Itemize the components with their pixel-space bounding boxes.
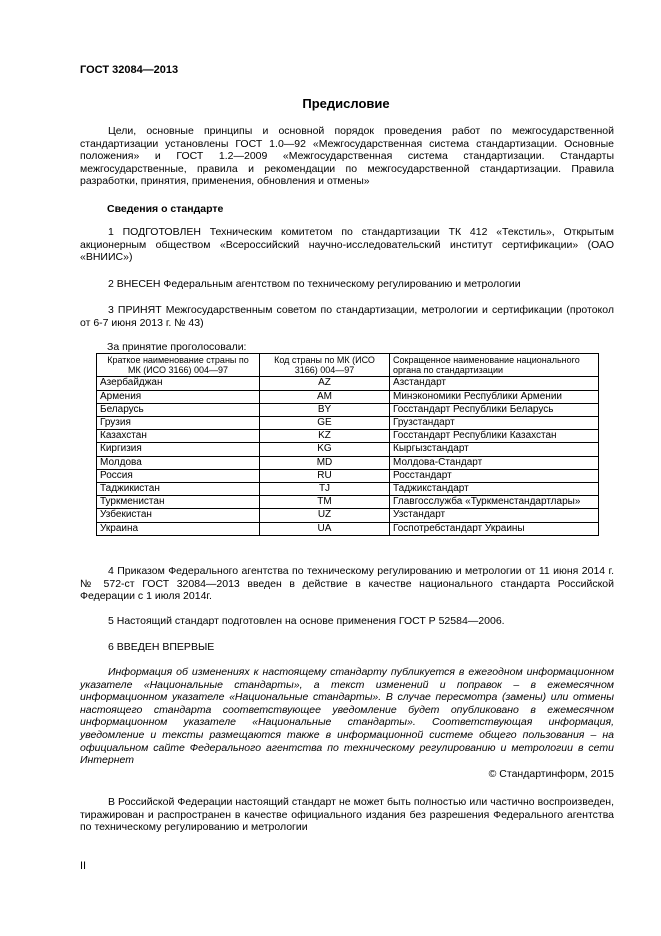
table-row	[97, 469, 599, 482]
country-code-cell: UA	[260, 522, 390, 535]
country-code-cell: AZ	[260, 377, 390, 390]
country-cell: Азербайджан	[97, 377, 260, 390]
copyright-line: © Стандартинформ, 2015	[488, 768, 614, 780]
country-code-cell: AM	[260, 390, 390, 403]
table-row	[97, 390, 599, 403]
reproduction-notice: В Российской Федерации настоящий стандарт не может быть полностью или частично воспроизведен, тиражирован и распространен в качестве официального издания без разрешения Федерального агентства по техническому регулированию и метрологии	[80, 796, 614, 834]
votes-table-body	[97, 377, 599, 535]
country-code-cell: TJ	[260, 483, 390, 496]
item-2-introduced: 2 ВНЕСЕН Федеральным агентством по техническому регулированию и метрологии	[108, 278, 521, 290]
table-row	[97, 509, 599, 522]
country-code-cell: BY	[260, 403, 390, 416]
country-cell: Таджикистан	[97, 483, 260, 496]
votes-caption: За принятие проголосовали:	[107, 341, 247, 353]
organization-cell: Азстандарт	[390, 377, 599, 390]
country-cell: Туркменистан	[97, 496, 260, 509]
organization-cell: Госпотребстандарт Украины	[390, 522, 599, 535]
country-code-cell: MD	[260, 456, 390, 469]
country-cell: Киргизия	[97, 443, 260, 456]
table-row	[97, 430, 599, 443]
table-row	[97, 522, 599, 535]
table-row	[97, 377, 599, 390]
item-1-prepared: 1 ПОДГОТОВЛЕН Техническим комитетом по стандартизации ТК 412 «Текстиль», Открытым акционерным обществом «Всероссийский научно-исследовательский институт сертификации» (ОАО «ВНИИС»)	[80, 226, 614, 264]
country-cell: Россия	[97, 469, 260, 482]
country-code-cell: UZ	[260, 509, 390, 522]
table-row	[97, 417, 599, 430]
country-cell: Казахстан	[97, 430, 260, 443]
changes-notice: Информация об изменениях к настоящему стандарту публикуется в ежегодном информационном указателе «Национальные стандарты», а текст изменений и поправок – в ежемесячном информационном указателе «Национальные стандарты». В случае пересмотра (замены) или отмены настоящего стандарта соответствующее уведомление будет опубликовано в ежемесячном информационном указателе «Национальные стандарты». Соответствующая информация, уведомление и тексты размещаются также в информационной системе общего пользования – на официальном сайте Федерального агентства по техническому регулированию и метрологии в сети Интернет	[80, 666, 614, 767]
country-cell: Армения	[97, 390, 260, 403]
standard-info-heading: Сведения о стандарте	[107, 203, 224, 215]
country-code-cell: TM	[260, 496, 390, 509]
table-row	[97, 496, 599, 509]
organization-cell: Госстандарт Республики Казахстан	[390, 430, 599, 443]
organization-cell: Минэкономики Республики Армении	[390, 390, 599, 403]
item-3-adopted: 3 ПРИНЯТ Межгосударственным советом по стандартизации, метрологии и сертификации (протокол от 6-7 июня 2013 г. № 43)	[80, 304, 614, 329]
country-cell: Молдова	[97, 456, 260, 469]
table-row	[97, 483, 599, 496]
votes-table-header-row	[97, 354, 599, 377]
item-5-basis: 5 Настоящий стандарт подготовлен на основе применения ГОСТ Р 52584—2006.	[108, 615, 505, 627]
organization-cell: Таджикстандарт	[390, 483, 599, 496]
organization-cell: Главгосслужба «Туркменстандартлары»	[390, 496, 599, 509]
country-cell: Украина	[97, 522, 260, 535]
votes-table	[96, 353, 599, 536]
country-cell: Узбекистан	[97, 509, 260, 522]
header-organization: Сокращенное наименование национального органа по стандартизации	[390, 354, 599, 377]
country-code-cell: KZ	[260, 430, 390, 443]
header-code: Код страны по МК (ИСО 3166) 004—97	[260, 354, 390, 377]
organization-cell: Кыргызстандарт	[390, 443, 599, 456]
organization-cell: Грузстандарт	[390, 417, 599, 430]
organization-cell: Росстандарт	[390, 469, 599, 482]
country-cell: Грузия	[97, 417, 260, 430]
organization-cell: Узстандарт	[390, 509, 599, 522]
country-code-cell: KG	[260, 443, 390, 456]
header-country: Краткое наименование страны по МК (ИСО 3166) 004—97	[97, 354, 260, 377]
table-row	[97, 403, 599, 416]
table-row	[97, 456, 599, 469]
item-4-order: 4 Приказом Федерального агентства по техническому регулированию и метрологии от 11 июня 2014 г. № 572-ст ГОСТ 32084—2013 введен в действие в качестве национального стандарта Российской Федерации с 1 июля 2014г.	[80, 565, 614, 603]
organization-cell: Молдова-Стандарт	[390, 456, 599, 469]
table-row	[97, 443, 599, 456]
country-code-cell: RU	[260, 469, 390, 482]
page-number: II	[80, 860, 87, 872]
document-code: ГОСТ 32084—2013	[80, 64, 179, 76]
country-code-cell: GE	[260, 417, 390, 430]
intro-paragraph: Цели, основные принципы и основной порядок проведения работ по межгосударственной стандартизации установлены ГОСТ 1.0—92 «Межгосударственная система стандартизации. Основные положения» и ГОСТ 1.2—2009 «Межгосударственная система стандартизации. Стандарты межгосударственные, правила и рекомендации по межгосударственной стандартизации. Правила разработки, принятия, применения, обновления и отмены»	[80, 125, 614, 188]
country-cell: Беларусь	[97, 403, 260, 416]
organization-cell: Госстандарт Республики Беларусь	[390, 403, 599, 416]
item-6-first-introduced: 6 ВВЕДЕН ВПЕРВЫЕ	[108, 641, 215, 653]
page-title: Предисловие	[302, 96, 390, 111]
